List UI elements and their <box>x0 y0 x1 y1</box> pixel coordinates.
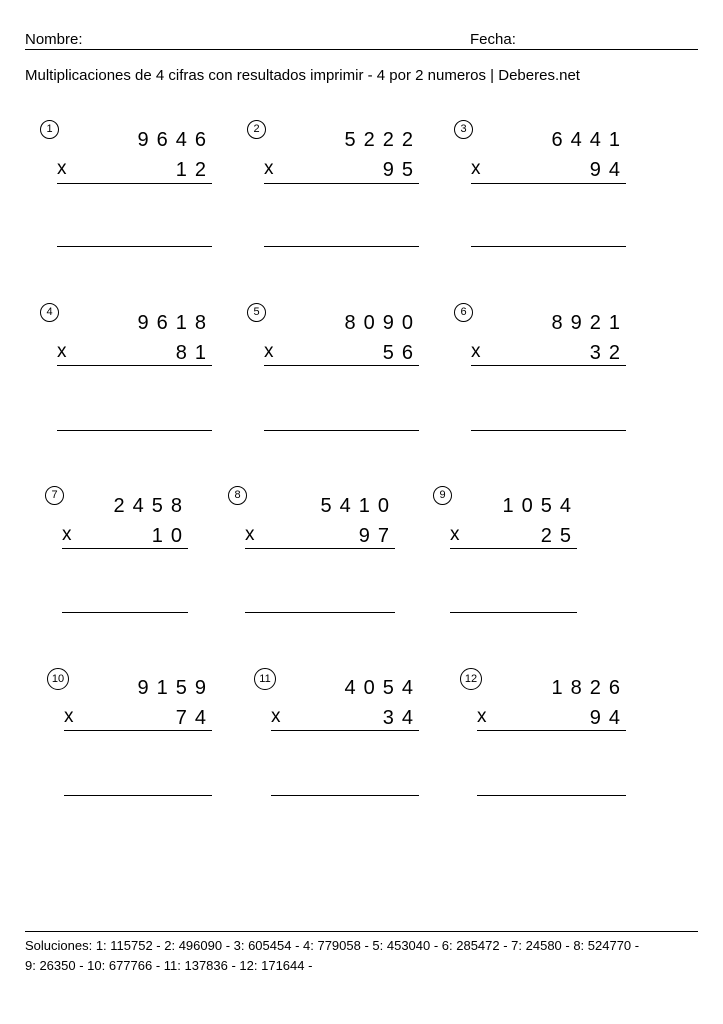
times-sign: x <box>271 706 281 727</box>
problem-number: 1 <box>40 120 59 139</box>
problem-9 <box>433 486 597 626</box>
problem-12 <box>460 668 646 808</box>
date-label: Fecha: <box>470 31 516 48</box>
multiplier: 25 <box>540 525 579 547</box>
multiplicand: 9618 <box>137 312 214 334</box>
times-sign: x <box>477 706 487 727</box>
problem-2 <box>247 120 439 260</box>
problem-number: 2 <box>247 120 266 139</box>
problem-number: 6 <box>454 303 473 322</box>
operation-line <box>245 548 395 549</box>
operation-line <box>264 183 419 184</box>
multiplicand: 8090 <box>344 312 421 334</box>
problem-number: 10 <box>47 668 69 690</box>
multiplier: 81 <box>175 342 214 364</box>
operation-line <box>450 548 577 549</box>
problem-8 <box>228 486 415 626</box>
times-sign: x <box>62 524 72 545</box>
answer-line[interactable] <box>62 612 188 613</box>
multiplicand: 6441 <box>551 129 628 151</box>
multiplier: 94 <box>589 707 628 729</box>
problem-7 <box>45 486 208 626</box>
multiplicand: 4054 <box>344 677 421 699</box>
problem-number: 9 <box>433 486 452 505</box>
operation-line <box>64 730 212 731</box>
multiplier: 95 <box>382 159 421 181</box>
times-sign: x <box>264 158 274 179</box>
problem-6 <box>454 303 646 443</box>
problem-11 <box>254 668 439 808</box>
problem-number: 12 <box>460 668 482 690</box>
solutions-text <box>25 936 720 976</box>
answer-line[interactable] <box>57 430 212 431</box>
problem-number: 11 <box>254 668 276 690</box>
times-sign: x <box>264 341 274 362</box>
answer-line[interactable] <box>64 795 212 796</box>
times-sign: x <box>64 706 74 727</box>
answer-line[interactable] <box>471 246 626 247</box>
multiplicand: 9646 <box>137 129 214 151</box>
solutions-line-1: Soluciones: 1: 115752 - 2: 496090 - 3: 605454 - 4: 779058 - 5: 453040 - 6: 285472 - 7: 24580 - 8: 524770 - <box>25 938 640 953</box>
multiplier: 32 <box>589 342 628 364</box>
multiplier: 34 <box>382 707 421 729</box>
times-sign: x <box>57 341 67 362</box>
problem-number: 7 <box>45 486 64 505</box>
multiplicand: 8921 <box>551 312 628 334</box>
multiplicand: 1826 <box>551 677 628 699</box>
answer-line[interactable] <box>471 430 626 431</box>
name-label: Nombre: <box>25 31 83 48</box>
multiplicand: 5222 <box>344 129 421 151</box>
multiplicand: 5410 <box>320 495 397 517</box>
multiplicand: 2458 <box>113 495 190 517</box>
problem-10 <box>47 668 232 808</box>
times-sign: x <box>471 341 481 362</box>
problem-3 <box>454 120 646 260</box>
problem-number: 5 <box>247 303 266 322</box>
problem-number: 3 <box>454 120 473 139</box>
times-sign: x <box>245 524 255 545</box>
problem-5 <box>247 303 439 443</box>
solutions-line-2: 9: 26350 - 10: 677766 - 11: 137836 - 12: 171644 - <box>25 958 313 973</box>
answer-line[interactable] <box>450 612 577 613</box>
multiplicand: 1054 <box>502 495 579 517</box>
problem-4 <box>40 303 232 443</box>
times-sign: x <box>471 158 481 179</box>
operation-line <box>471 183 626 184</box>
problem-number: 4 <box>40 303 59 322</box>
operation-line <box>62 548 188 549</box>
multiplier: 12 <box>175 159 214 181</box>
answer-line[interactable] <box>477 795 626 796</box>
operation-line <box>271 730 419 731</box>
operation-line <box>264 365 419 366</box>
multiplicand: 9159 <box>137 677 214 699</box>
footer-divider <box>25 931 698 932</box>
answer-line[interactable] <box>271 795 419 796</box>
problem-1 <box>40 120 232 260</box>
operation-line <box>477 730 626 731</box>
operation-line <box>57 365 212 366</box>
multiplier: 97 <box>358 525 397 547</box>
multiplier: 56 <box>382 342 421 364</box>
multiplier: 94 <box>589 159 628 181</box>
answer-line[interactable] <box>245 612 395 613</box>
operation-line <box>57 183 212 184</box>
problem-number: 8 <box>228 486 247 505</box>
answer-line[interactable] <box>264 246 419 247</box>
multiplier: 10 <box>151 525 190 547</box>
times-sign: x <box>450 524 460 545</box>
times-sign: x <box>57 158 67 179</box>
multiplier: 74 <box>175 707 214 729</box>
operation-line <box>471 365 626 366</box>
answer-line[interactable] <box>264 430 419 431</box>
answer-line[interactable] <box>57 246 212 247</box>
header-divider <box>25 49 698 50</box>
worksheet-title: Multiplicaciones de 4 cifras con resultados imprimir - 4 por 2 numeros | Deberes.net <box>25 67 580 84</box>
